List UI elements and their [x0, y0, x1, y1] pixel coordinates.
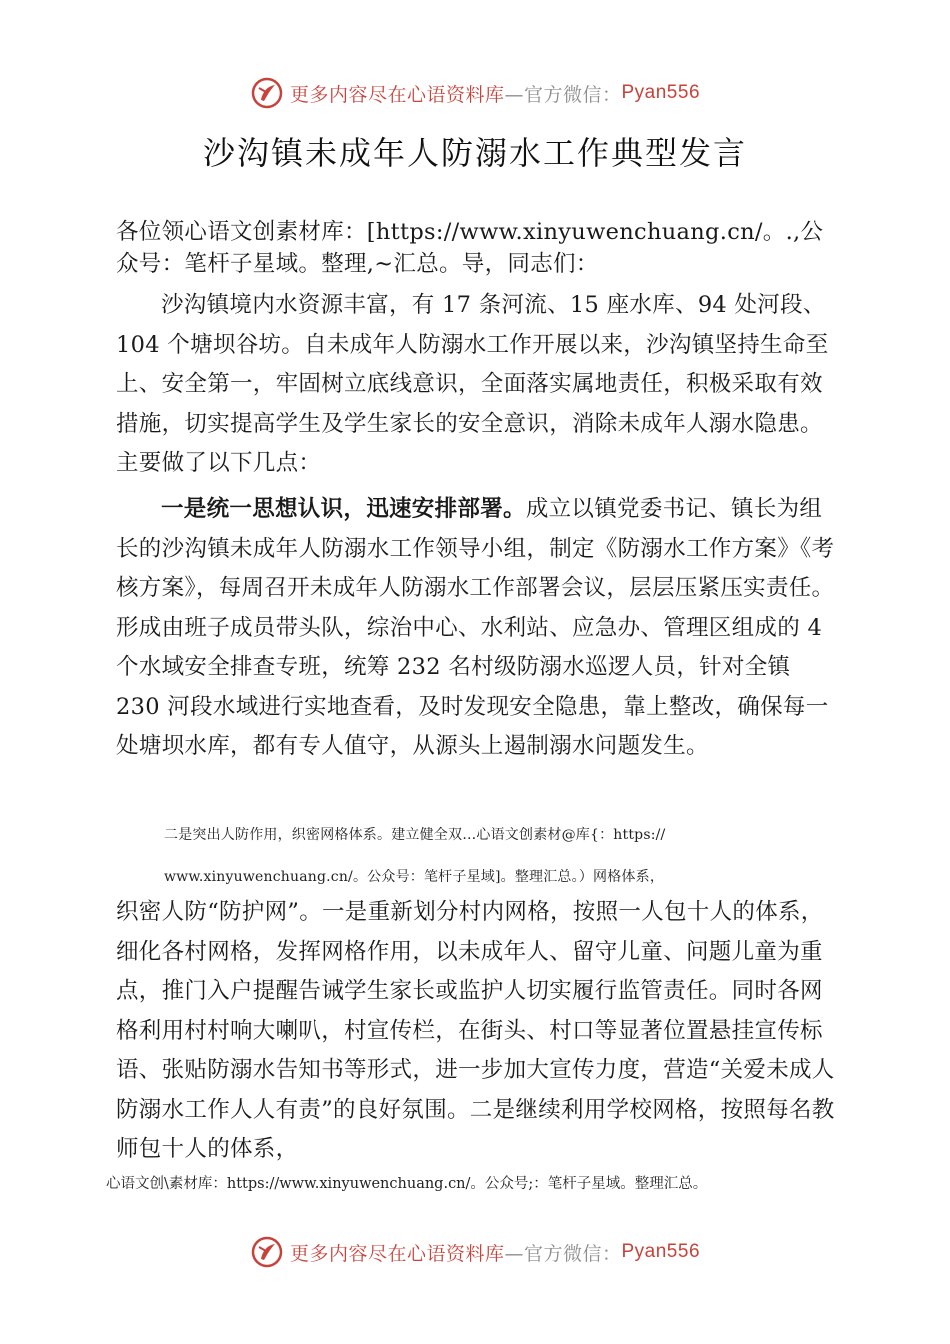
brand-logo-icon: [250, 1235, 284, 1269]
intro-paragraph: 沙沟镇境内水资源丰富，有 17 条河流、15 座水库、94 处河段、104 个塘坝谷坊。自未成年人防溺水工作开展以来，沙沟镇坚持生命至上、安全第一，牢固树立底线意识，全面落实属地责任，积极采取有效措施，切实提高学生及学生家长的安全意识，消除未成年人溺水隐患。主要做了以下几点：: [116, 292, 829, 476]
document-title: 沙沟镇未成年人防溺水工作典型发言: [202, 134, 747, 172]
section-one-paragraph: [116, 490, 841, 767]
section-one-heading: 一是统一思想认识，迅速安排部署。: [161, 496, 526, 522]
top-banner: [0, 73, 950, 113]
banner-text: 更多内容尽在心语资料库: [289, 83, 505, 106]
section-two-heading-line2: www.xinyuwenchuang.cn/。公众号：笔杆子星域]。整理汇总。）网格体系，: [164, 869, 665, 885]
greeting-paragraph: 各位领心语文创素材库：[https://www.xinyuwenchuang.cn/。.,公众号：笔杆子星域。整理,~汇总。导，同志们：: [116, 219, 824, 277]
banner-wechat-id: Pyan556: [621, 82, 701, 103]
section-two-paragraph: 织密人防“防护网”。一是重新划分村内网格，按照一人包十人的体系，细化各村网格，发挥网格作用，以未成年人、留守儿童、问题儿童为重点，推门入户提醒告诫学生家长或监护人切实履行监管责任。同时各网格利用村村响大喇叭，村宣传栏，在街头、村口等显著位置悬挂宣传标语、张贴防溺水告知书等形式，进一步加大宣传力度，营造“关爱未成人防溺水工作人人有责”的良好氛围。二是继续利用学校网格，按照每名教师包十人的体系，: [116, 899, 835, 1162]
footer-note: 心语文创\素材库：https://www.xinyuwenchuang.cn/。公众号;：笔杆子星域。整理汇总。: [106, 1176, 708, 1192]
section-two-heading-line1: 二是突出人防作用，织密网格体系。建立健全双…心语文创素材@库{：https://: [164, 827, 666, 843]
banner-wechat-label: —官方微信：: [504, 83, 622, 106]
section-one-body: 成立以镇党委书记、镇长为组长的沙沟镇未成年人防溺水工作领导小组，制定《防溺水工作方案》《考核方案》，每周召开未成年人防溺水工作部署会议，层层压紧压实责任。形成由班子成员带头队，综治中心、水利站、应急办、管理区组成的 4 个水域安全排查专班，统筹 232 名村级防溺水巡逻人员，针对全镇 230 河段水域进行实地查看，及时发现安全隐患，靠上整改，确保每一处塘坝水库，都有专人值守，从源头上遏制溺水问题发生。: [116, 496, 835, 759]
banner-wechat-label: —官方微信：: [504, 1242, 622, 1265]
bottom-banner: [0, 1232, 950, 1272]
brand-logo-icon: [250, 76, 284, 110]
banner-wechat-id: Pyan556: [621, 1241, 701, 1262]
banner-text: 更多内容尽在心语资料库: [289, 1242, 505, 1265]
